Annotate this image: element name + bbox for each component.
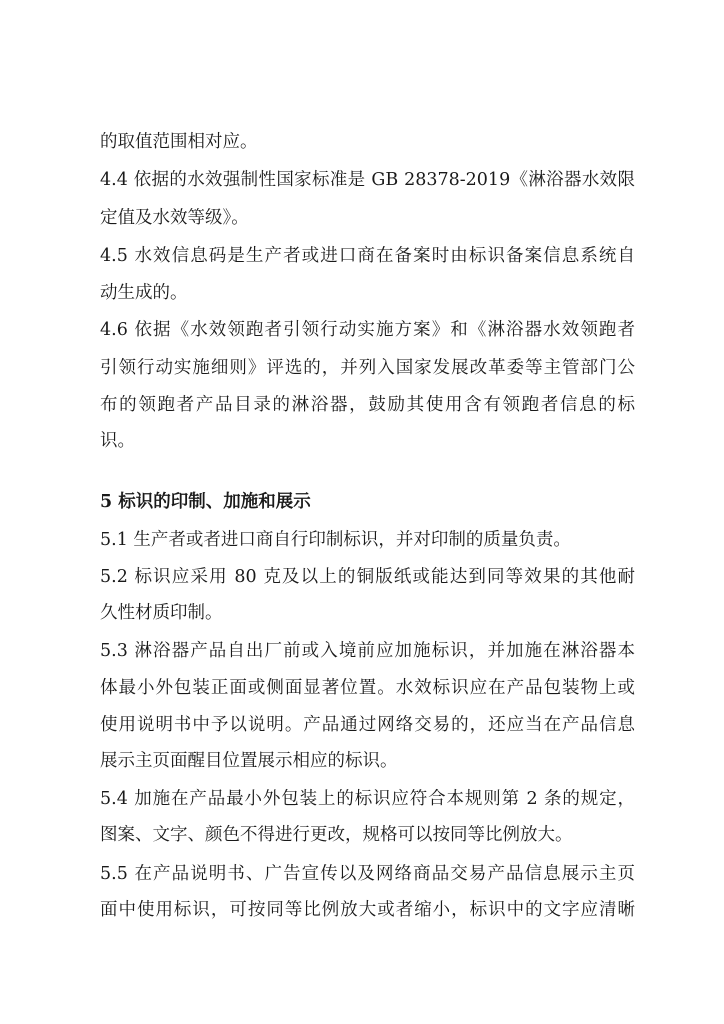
text-line: 久性材质印制。 (100, 603, 223, 623)
text-line: 引领行动实施细则》评选的，并列入国家发展改革委等主管部门公 (100, 358, 635, 378)
text-line: 面中使用标识，可按同等比例放大或者缩小，标识中的文字应清晰 (100, 900, 635, 920)
text-line: 展示主页面醒目位置展示相应的标识。 (100, 751, 398, 771)
text-line: 5.1 生产者或者进口商自行印制标识，并对印制的质量负责。 (100, 530, 571, 550)
text-line: 4.4 依据的水效强制性国家标准是 GB 28378-2019《淋浴器水效限 (100, 170, 635, 190)
text-line: 图案、文字、颜色不得进行更改，规格可以按同等比例放大。 (100, 825, 573, 845)
section-heading: 5 标识的印制、加施和展示 (100, 492, 311, 512)
text-line: 4.6 依据《水效领跑者引领行动实施方案》和《淋浴器水效领跑者 (100, 320, 635, 340)
text-line: 动生成的。 (100, 283, 188, 303)
text-line: 的取值范围相对应。 (100, 132, 258, 152)
text-line: 定值及水效等级》。 (100, 208, 249, 228)
text-line: 5.4 加施在产品最小外包装上的标识应符合本规则第 2 条的规定， (100, 789, 635, 809)
text-line: 体最小外包装正面或侧面显著位置。水效标识应在产品包装物上或 (100, 678, 635, 698)
text-line: 布的领跑者产品目录的淋浴器，鼓励其使用含有领跑者信息的标 (100, 395, 635, 415)
text-line: 识。 (100, 431, 135, 451)
text-line: 5.5 在产品说明书、广告宣传以及网络商品交易产品信息展示主页 (100, 864, 635, 884)
text-line: 5.2 标识应采用 80 克及以上的铜版纸或能达到同等效果的其他耐 (100, 567, 635, 587)
text-line: 5.3 淋浴器产品自出厂前或入境前应加施标识，并加施在淋浴器本 (100, 641, 635, 661)
text-line: 使用说明书中予以说明。产品通过网络交易的，还应当在产品信息 (100, 715, 635, 735)
text-line: 4.5 水效信息码是生产者或进口商在备案时由标识备案信息系统自 (100, 246, 635, 266)
